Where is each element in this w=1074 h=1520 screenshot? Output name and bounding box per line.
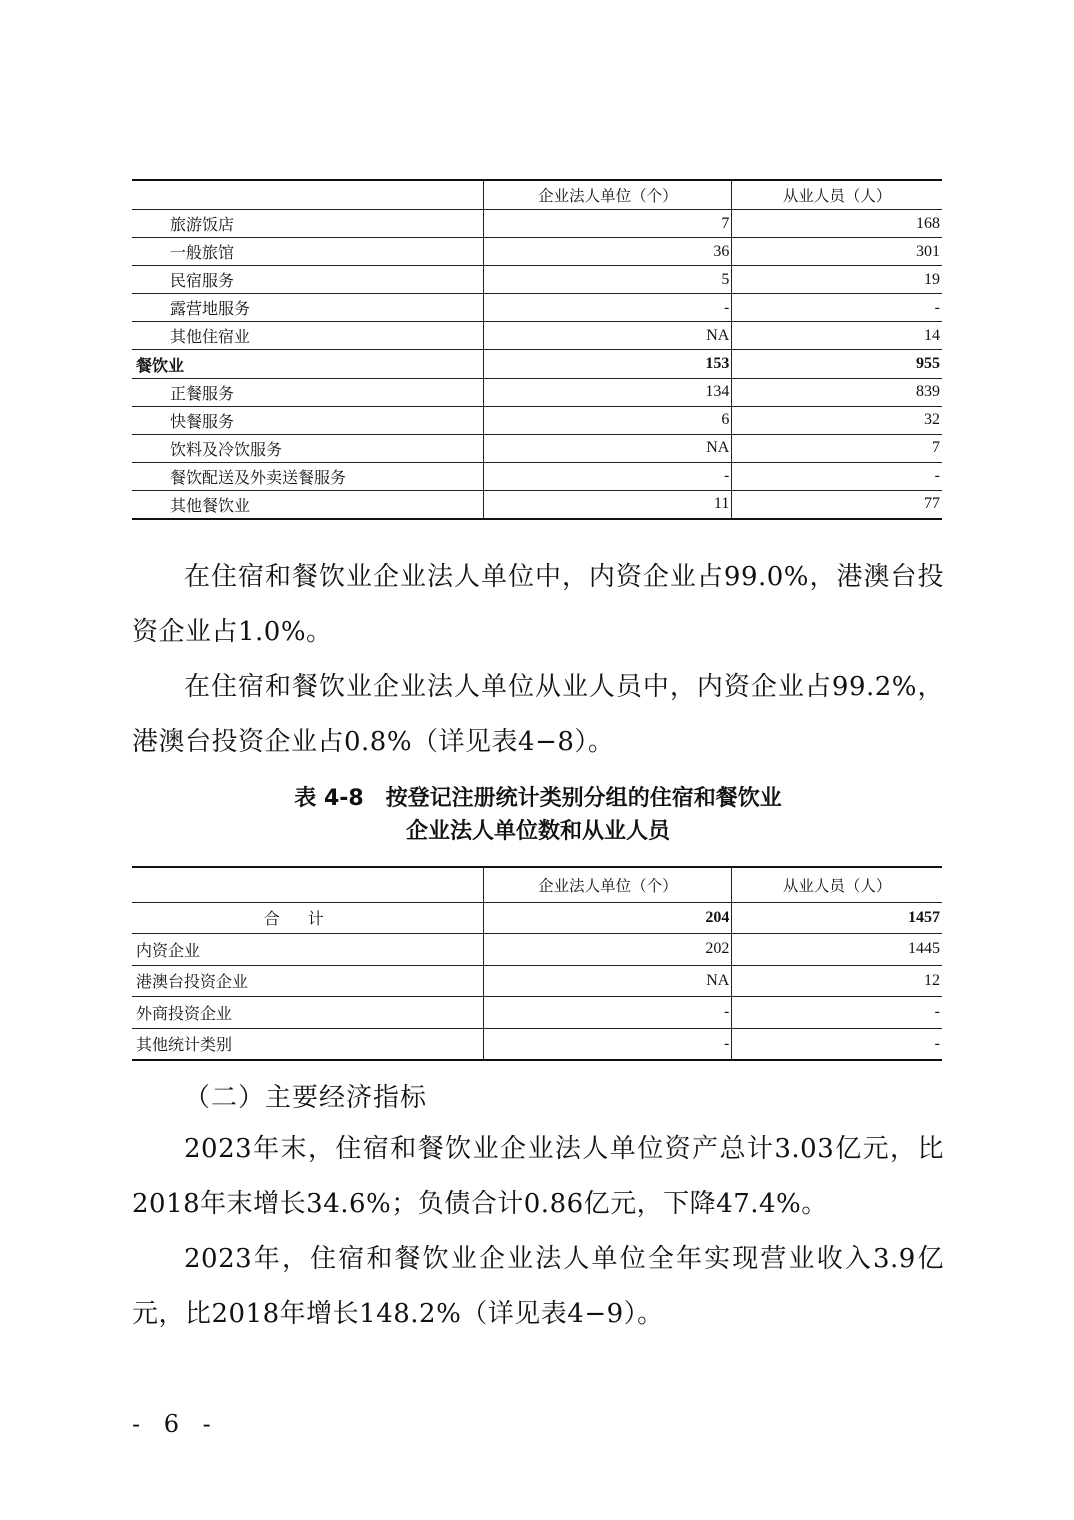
row-units: 11 — [484, 490, 732, 518]
row-label: 外商投资企业 — [132, 997, 484, 1029]
table-row — [132, 490, 942, 518]
row-employees: 14 — [732, 322, 942, 350]
paragraph-domestic-employees — [132, 660, 944, 770]
row-employees: 1445 — [732, 934, 942, 966]
caption-line-2: 企业法人单位数和从业人员 — [405, 819, 670, 844]
row-label: 餐饮业 — [132, 350, 484, 378]
row-units: NA — [484, 322, 732, 350]
row-employees: - — [732, 294, 942, 322]
row-units: 36 — [484, 238, 732, 266]
row-label: 饮料及冷饮服务 — [132, 434, 484, 462]
table-header-row — [132, 180, 942, 210]
table-row — [132, 378, 942, 406]
row-label: 其他住宿业 — [132, 322, 484, 350]
row-units: - — [484, 997, 732, 1029]
row-units: 153 — [484, 350, 732, 378]
header-employees: 从业人员（人） — [732, 867, 942, 902]
row-label: 旅游饭店 — [170, 215, 235, 235]
paragraph-text: 2023年末，住宿和餐饮业企业法人单位资产总计3.03亿元，比2018年末增长34.6%；负债合计0.86亿元，下降47.4%。 — [132, 1134, 944, 1219]
paragraph-text: 在住宿和餐饮业企业法人单位中，内资企业占99.0%，港澳台投资企业占1.0%。 — [132, 562, 944, 647]
row-employees: 955 — [732, 350, 942, 378]
row-employees: 301 — [732, 238, 942, 266]
header-employees: 从业人员（人） — [732, 180, 942, 210]
table-caption — [132, 782, 944, 848]
table-row — [132, 965, 942, 997]
row-employees: 839 — [732, 378, 942, 406]
table-row — [132, 434, 942, 462]
row-label: 一般旅馆 — [132, 238, 484, 266]
paragraph-domestic-units — [132, 550, 944, 660]
table-row — [132, 934, 942, 966]
paragraph-revenue — [132, 1232, 944, 1342]
row-label: 港澳台投资企业 — [132, 965, 484, 997]
paragraph-text: 2023年，住宿和餐饮业企业法人单位全年实现营业收入3.9亿元，比2018年增长148.2%（详见表4−9）。 — [132, 1244, 944, 1329]
row-units: - — [484, 1028, 732, 1060]
section-heading: （二）主要经济指标 — [184, 1083, 428, 1113]
lodging-catering-table — [132, 179, 942, 520]
row-label: 民宿服务 — [132, 266, 484, 294]
row-label: 其他餐饮业 — [132, 490, 484, 518]
table-row-subtotal — [132, 350, 942, 378]
row-employees: 1457 — [732, 902, 942, 934]
page-number: - 6 - — [132, 1410, 219, 1438]
table-header-row — [132, 867, 942, 902]
row-label: 正餐服务 — [132, 378, 484, 406]
row-label: 合计 — [132, 902, 484, 934]
row-label: 餐饮配送及外卖送餐服务 — [132, 462, 484, 490]
table-row — [132, 997, 942, 1029]
table-row — [132, 238, 942, 266]
row-units: 5 — [484, 266, 732, 294]
caption-line-1: 表 4-8 按登记注册统计类别分组的住宿和餐饮业 — [294, 786, 782, 811]
table-row — [132, 266, 942, 294]
table-row — [132, 294, 942, 322]
row-employees: 19 — [732, 266, 942, 294]
row-units: - — [484, 462, 732, 490]
header-units: 企业法人单位（个） — [484, 180, 732, 210]
paragraph-text: 在住宿和餐饮业企业法人单位从业人员中，内资企业占99.2%，港澳台投资企业占0.8%（详见表4−8）。 — [132, 672, 944, 757]
table-row — [132, 1028, 942, 1060]
row-units: NA — [484, 965, 732, 997]
table-row — [132, 462, 942, 490]
registration-category-table — [132, 866, 942, 1061]
row-employees: - — [732, 1028, 942, 1060]
row-units: NA — [484, 434, 732, 462]
row-employees: 12 — [732, 965, 942, 997]
row-employees: 168 — [732, 210, 942, 238]
row-units: 204 — [484, 902, 732, 934]
header-blank — [132, 180, 484, 210]
row-units: 202 — [484, 934, 732, 966]
table-row — [132, 406, 942, 434]
header-blank — [132, 867, 484, 902]
table-row — [132, 322, 942, 350]
row-label: 露营地服务 — [132, 294, 484, 322]
table-row-total — [132, 902, 942, 934]
row-employees: 77 — [732, 490, 942, 518]
row-units: - — [484, 294, 732, 322]
row-units: 6 — [484, 406, 732, 434]
row-label: 快餐服务 — [132, 406, 484, 434]
row-label: 内资企业 — [132, 934, 484, 966]
row-label: 其他统计类别 — [132, 1028, 484, 1060]
table-row — [132, 210, 942, 238]
row-employees: 32 — [732, 406, 942, 434]
row-employees: - — [732, 462, 942, 490]
row-units: 134 — [484, 378, 732, 406]
row-employees: 7 — [732, 434, 942, 462]
header-units: 企业法人单位（个） — [484, 867, 732, 902]
paragraph-assets — [132, 1122, 944, 1232]
row-units: 7 — [484, 210, 732, 238]
row-employees: - — [732, 997, 942, 1029]
